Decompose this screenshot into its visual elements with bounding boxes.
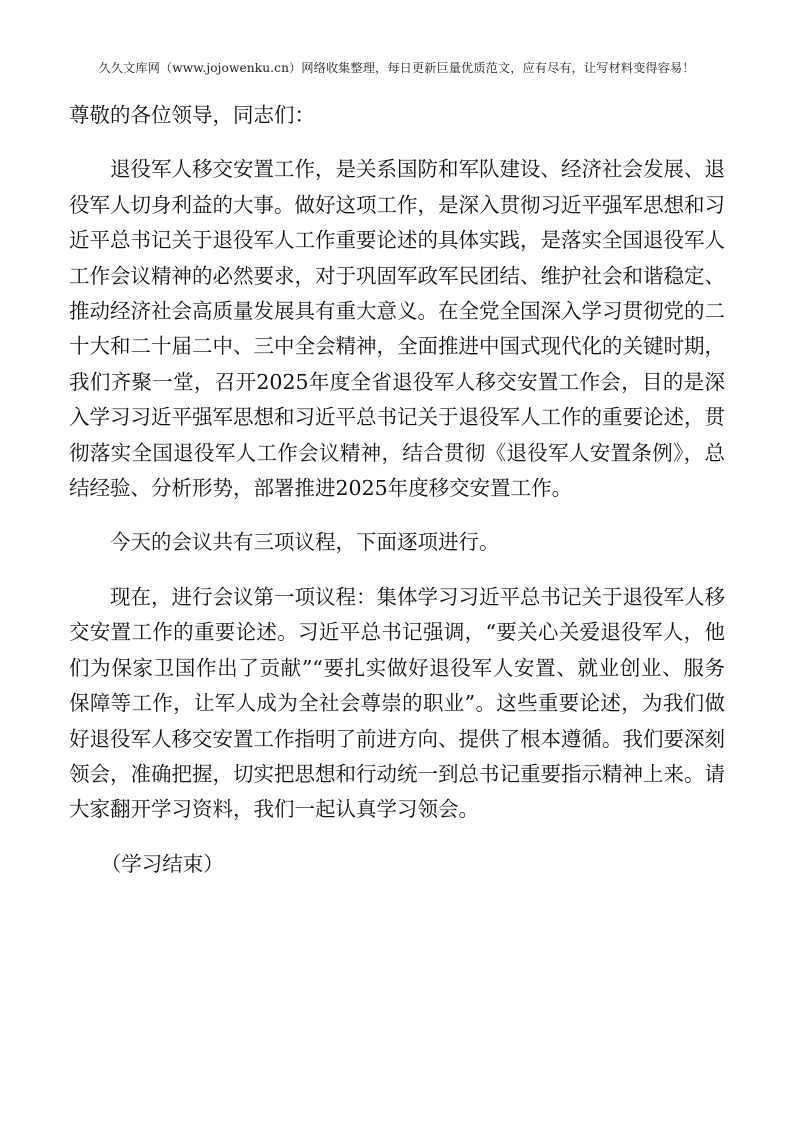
- document-body: [69, 98, 725, 901]
- study-end-note: （学习结束）: [100, 851, 224, 876]
- paragraph-first-item: 现在，进行会议第一项议程：集体学习习近平总书记关于退役军人移交安置工作的重要论述。习近平总书记强调，“要关心关爱退役军人，他们为保家卫国作出了贡献”“要扎实做好退役军人安置、就业创业、服务保障等工作，让军人成为全社会尊崇的职业”。这些重要论述，为我们做好退役军人移交安置工作指明了前进方向、提供了根本遵循。我们要深刻领会，准确把握，切实把思想和行动统一到总书记重要指示精神上来。请大家翻开学习资料，我们一起认真学习领会。: [69, 584, 725, 822]
- paragraph-agenda: 今天的会议共有三项议程，下面逐项进行。: [110, 530, 500, 555]
- salutation: 尊敬的各位领导，同志们：: [69, 103, 315, 127]
- page-header: 久久文库网（www.jojowenku.cn）网络收集整理，每日更新巨量优质范文，应有尽有，让写材料变得容易！: [98, 61, 695, 75]
- paragraph-intro: 退役军人移交安置工作，是关系国防和军队建设、经济社会发展、退役军人切身利益的大事。做好这项工作，是深入贯彻习近平强军思想和习近平总书记关于退役军人工作重要论述的具体实践，是落实全国退役军人工作会议精神的必然要求，对于巩固军政军民团结、维护社会和谐稳定、推动经济社会高质量发展具有重大意义。在全党全国深入学习贯彻党的二十大和二十届二中、三中全会精神，全面推进中国式现代化的关键时期，我们齐聚一堂，召开2025年度全省退役军人移交安置工作会，目的是深入学习习近平强军思想和习近平总书记关于退役军人工作的重要论述，贯彻落实全国退役军人工作会议精神，结合贯彻《退役军人安置条例》，总结经验、分析形势，部署推进2025年度移交安置工作。: [69, 157, 725, 501]
